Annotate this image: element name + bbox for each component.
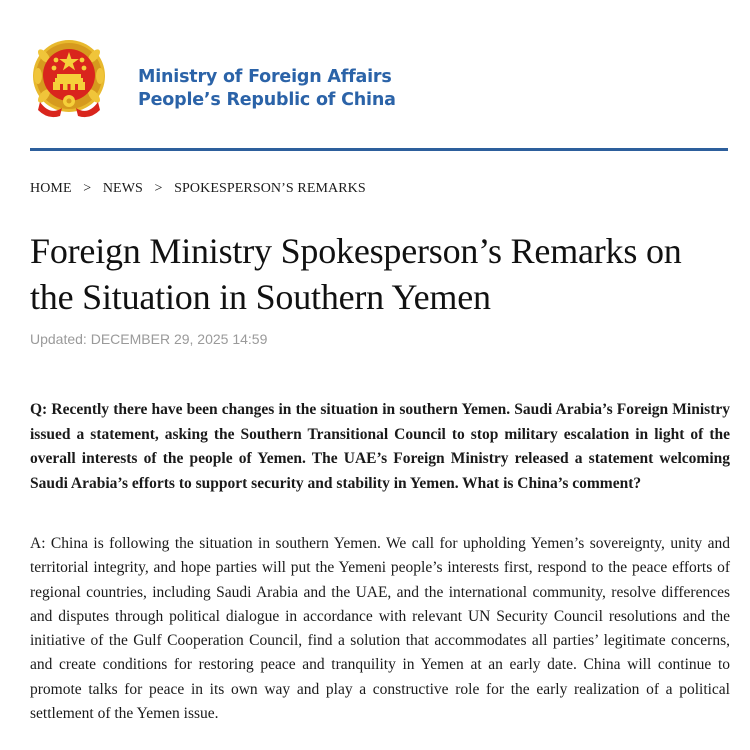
answer-paragraph: A: China is following the situation in southern Yemen. We call for upholding Yemen’s sovereignty, unity and territorial integrity, and hope parties will put the Yemeni people’s interests first, respond to the peace efforts of regional countries, including Saudi Arabia and the UAE, and the international community, resolve differences and disputes through political dialogue in accordance with relevant UN Security Council resolutions and the initiative of the Gulf Cooperation Council, find a solution that accommodates all parties’ legitimate concerns, and create conditions for restoring peace and tranquility in Yemen at an early date. China will continue to promote talks for peace in its own way and play a constructive role for the early realization of a political settlement of the Yemen issue. [30, 535, 730, 723]
question-paragraph: Q: Recently there have been changes in the situation in southern Yemen. Saudi Arabia’s Foreign Ministry issued a statement, asking the Southern Transitional Council to stop military escalation in light of the overall interests of the people of Yemen. The UAE’s Foreign Ministry released a statement welcoming Saudi Arabia’s efforts to support security and stability in Yemen. What is China’s comment? [30, 401, 730, 492]
national-emblem-icon[interactable] [30, 38, 108, 120]
breadcrumb-home[interactable]: HOME [30, 181, 72, 196]
breadcrumb-news[interactable]: NEWS [102, 181, 143, 196]
ministry-name[interactable] [138, 66, 396, 112]
ministry-name-line1: Ministry of Foreign Affairs [138, 67, 392, 87]
breadcrumb-separator: > [83, 181, 92, 196]
breadcrumb-separator: > [154, 181, 163, 196]
updated-timestamp: Updated: DECEMBER 29, 2025 14:59 [30, 331, 268, 347]
ministry-name-line2: People’s Republic of China [138, 90, 396, 110]
header-divider [30, 148, 728, 151]
breadcrumb [30, 181, 366, 197]
page-title: Foreign Ministry Spokesperson’s Remarks on the Situation in Southern Yemen [30, 231, 682, 317]
breadcrumb-spokesperson-remarks[interactable]: SPOKESPERSON’S REMARKS [174, 181, 366, 196]
site-header [0, 0, 750, 152]
